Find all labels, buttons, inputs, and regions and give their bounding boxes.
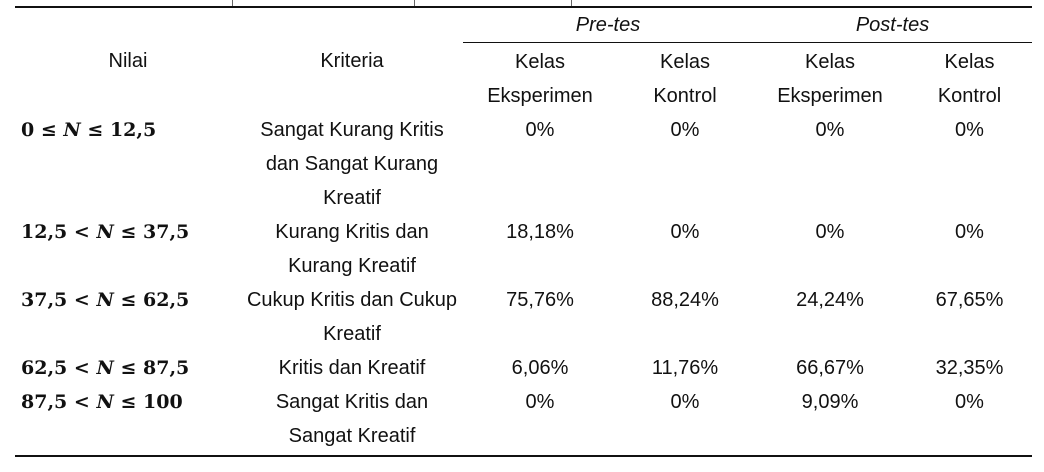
table-row <box>15 283 1032 351</box>
nilai-upper-bound: 87,5 <box>143 357 190 379</box>
column-header-line2: Eksperimen <box>777 85 883 107</box>
nilai-variable: N <box>96 289 114 311</box>
nilai-upper-bound: 100 <box>143 391 183 413</box>
kriteria-cell: Sangat Kritis dan Sangat Kreatif <box>241 385 463 456</box>
nilai-variable: N <box>96 357 114 379</box>
value-cell: 0% <box>463 385 617 456</box>
value-cell: 18,18% <box>506 221 574 243</box>
kriteria-cell: Cukup Kritis dan Cukup Kreatif <box>246 289 458 345</box>
value-cell: 66,67% <box>796 357 864 379</box>
column-header-line1: Kelas <box>804 51 856 73</box>
column-header-line2: Kontrol <box>653 85 717 107</box>
nilai-lower-bound: 87,5 <box>21 391 68 413</box>
value-cell: 11,76% <box>651 357 719 379</box>
nilai-variable: N <box>63 119 81 141</box>
nilai-operator-1: < <box>73 357 90 379</box>
table-row <box>15 215 1032 283</box>
nilai-range-cell <box>15 215 241 283</box>
nilai-upper-bound: 37,5 <box>143 221 190 243</box>
kriteria-cell: Sangat Kurang Kritis dan Sangat Kurang Kreatif <box>260 119 444 209</box>
nilai-lower-bound: 37,5 <box>21 289 68 311</box>
nilai-operator-2: ≤ <box>120 391 137 413</box>
column-header-nilai: Nilai <box>15 7 241 113</box>
nilai-operator-1: < <box>73 391 90 413</box>
header-row-groups <box>15 7 1032 43</box>
nilai-upper-bound: 62,5 <box>143 289 190 311</box>
column-header-line1: Kelas <box>944 51 995 73</box>
column-header-pretes-kontrol <box>617 43 753 114</box>
table-row <box>15 113 1032 215</box>
value-cell: 0% <box>617 385 753 456</box>
nilai-operator-2: ≤ <box>87 119 104 141</box>
nilai-range-cell <box>15 113 241 215</box>
value-cell: 6,06% <box>511 357 569 379</box>
nilai-operator-1: ≤ <box>40 119 57 141</box>
column-header-posttes-kontrol <box>907 43 1032 114</box>
nilai-range-cell <box>15 385 241 456</box>
table-body <box>15 113 1032 456</box>
table-row <box>15 351 1032 385</box>
value-cell: 75,76% <box>506 289 574 311</box>
nilai-lower-bound: 62,5 <box>21 357 68 379</box>
column-header-line1: Kelas <box>659 51 711 73</box>
nilai-variable: N <box>96 221 114 243</box>
nilai-range-cell <box>15 283 241 351</box>
column-header-line1: Kelas <box>514 51 566 73</box>
kriteria-cell: Kritis dan Kreatif <box>278 357 426 379</box>
column-header-line2: Eksperimen <box>487 85 593 107</box>
table-header <box>15 7 1032 113</box>
column-header-posttes-eksperimen <box>753 43 907 114</box>
nilai-upper-bound: 12,5 <box>109 119 157 141</box>
nilai-operator-2: ≤ <box>120 357 137 379</box>
value-cell: 0% <box>670 221 700 243</box>
nilai-range-cell <box>15 351 241 385</box>
value-cell: 0% <box>670 119 700 141</box>
value-cell: 67,65% <box>935 289 1004 311</box>
nilai-operator-1: < <box>73 221 90 243</box>
nilai-lower-bound: 12,5 <box>21 221 68 243</box>
value-cell: 9,09% <box>753 385 907 456</box>
group-header-pretes: Pre-tes <box>463 7 753 43</box>
value-cell: 0% <box>815 119 845 141</box>
value-cell: 24,24% <box>796 289 864 311</box>
group-header-posttes: Post-tes <box>753 7 1032 43</box>
value-cell: 88,24% <box>651 289 719 311</box>
nilai-operator-2: ≤ <box>120 221 137 243</box>
value-cell: 32,35% <box>935 357 1004 379</box>
results-table-container <box>15 6 1032 457</box>
table-row <box>15 385 1032 456</box>
value-cell: 0% <box>955 221 984 243</box>
criteria-results-table <box>15 6 1032 457</box>
value-cell: 0% <box>815 221 845 243</box>
column-header-kriteria: Kriteria <box>241 7 463 113</box>
nilai-variable: N <box>96 391 114 413</box>
nilai-operator-2: ≤ <box>120 289 137 311</box>
column-header-pretes-eksperimen <box>463 43 617 114</box>
value-cell: 0% <box>525 119 555 141</box>
value-cell: 0% <box>907 385 1032 456</box>
kriteria-cell: Kurang Kritis dan Kurang Kreatif <box>275 221 429 277</box>
nilai-lower-bound: 0 <box>21 119 35 141</box>
value-cell: 0% <box>955 119 984 141</box>
nilai-operator-1: < <box>73 289 90 311</box>
column-header-line2: Kontrol <box>937 85 1002 107</box>
